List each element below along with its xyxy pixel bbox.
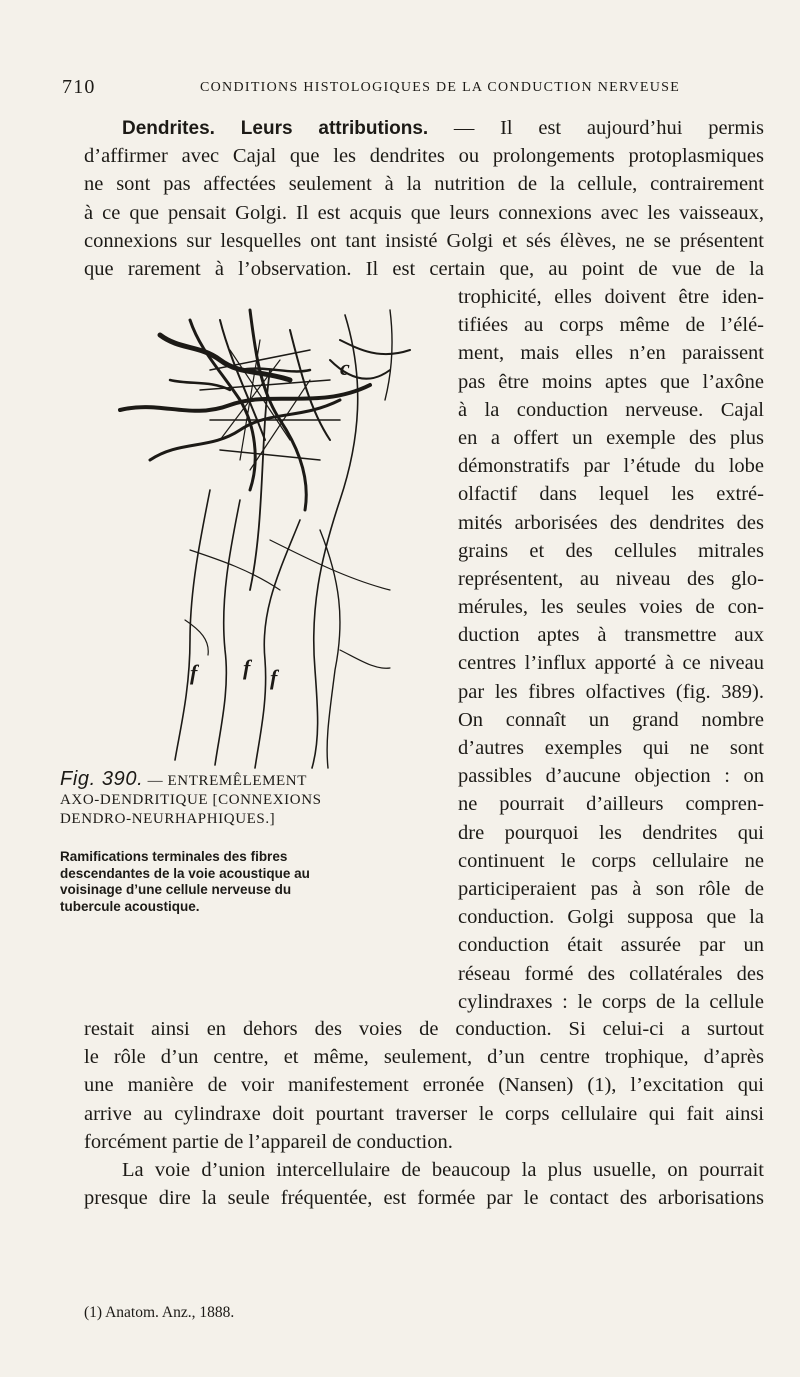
figure-caption [60,770,340,915]
text-line: à ce que pensait Golgi. Il est acquis que leurs connexions avec les vaisseaux, [84,201,764,224]
text-line: que rarement à l’observation. Il est certain que, au point de vue de la [84,257,764,280]
text-line: Dendrites. Leurs attributions. — Il est aujourd’hui permis [122,117,764,139]
text-line: ne sont pas affectées seulement à la nutrition de la cellule, contrairement [84,173,764,196]
paragraph-top [84,114,764,283]
dendrite-figure [90,290,435,770]
figure-label-f: f [243,655,251,680]
running-title: CONDITIONS HISTOLOGIQUES DE LA CONDUCTION NERVEUSE [200,80,681,95]
footnote: (1) Anatom. Anz., 1888. [84,1304,235,1321]
figure-number: Fig. 390. [60,768,144,790]
figure-label-f: f [270,665,278,690]
figure-label-f: f [190,660,198,685]
figure-description: Ramifications terminales des fibres descendantes de la voie acoustique au voisinage d’une cellule nerveuse du tubercule acoustique. [60,849,310,914]
text-line: d’affirmer avec Cajal que les dendrites ou prolongements protoplasmiques [84,145,764,168]
text-line: connexions sur lesquelles ont tant insisté Golgi et sés élèves, ne se présentent [84,229,764,252]
page-number: 710 [62,76,96,98]
paragraph-bottom: restait ainsi en dehors des voies de conduction. Si celui-ci a surtout le rôle d’un centre, et même, seulement, d’un centre trophique, d’après une manière de voir manifestement erronée (Nansen) (1), l’excitation qui arrive au cylindraxe doit pourtant traverser le corps cellulaire qui fait ainsi forcément partie de l’appareil de conduction. La voie d’union intercellulaire de beaucoup la plus usuelle, on pourrait presque dire la seule fréquentée, est formée par le contact des arborisations [84,1018,764,1210]
paragraph-right-column: trophicité, elles doivent être iden- tifiées au corps même de l’élé- ment, mais elles n’en paraissent pas être moins aptes que l’axône à la conduction nerveuse. Cajal en a offert un exemple des plus démonstratifs par l’étude du lobe olfactif dans lequel les extré- mités arborisées des dendrites des grains et des cellules mitrales représentent, au niveau des glo- mérules, les seules voies de con- duction aptes à transmettre aux centres l’influx apporté à ce niveau par les fibres olfactives (fig. 389). On connaît un grand nombre d’autres exemples qui ne sont passibles d’aucune objection : on ne pourrait d’ailleurs compren- dre pourquoi les dendrites qui continuent le corps cellulaire ne participeraient pas à son rôle de conduction. Golgi supposa que la conduction était assurée par un réseau formé des collatérales des cylindraxes : le corps de la cellule [458,286,764,1013]
section-heading: Dendrites. Leurs attributions. [122,118,429,139]
figure-title: — ENTREMÊLEMENT AXO-DENDRITIQUE [CONNEXIONS DENDRO-NEURHAPHIQUES.] [60,773,322,827]
running-header [62,76,762,100]
figure-label-c: c [340,355,350,380]
